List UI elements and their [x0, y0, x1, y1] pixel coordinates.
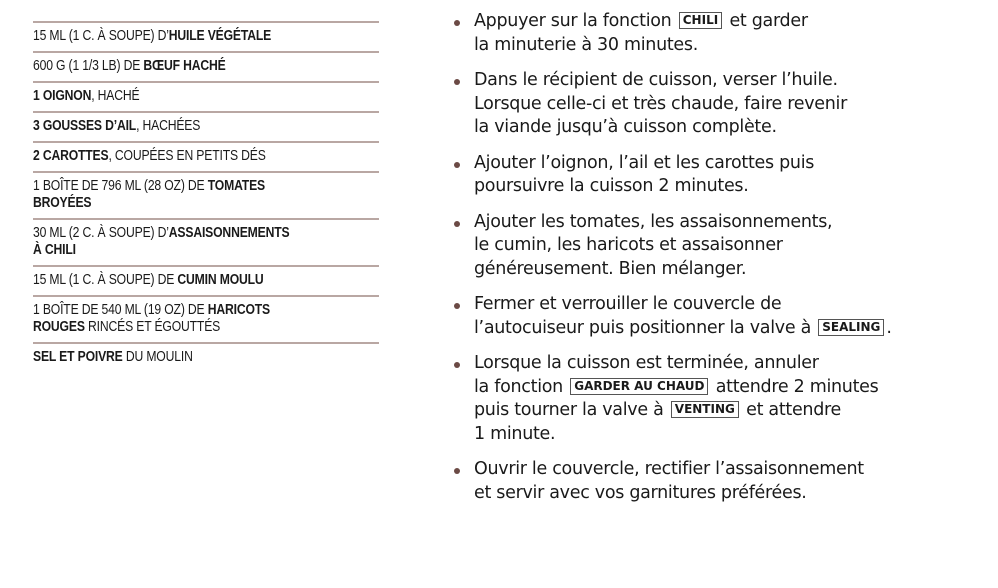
ingredient-item	[33, 171, 379, 218]
bullet-icon	[454, 221, 460, 227]
ingredient-name-cont: ROUGES	[33, 319, 85, 335]
ingredient-name: TOMATES	[207, 178, 265, 194]
ingredient-name-cont: À CHILI	[33, 242, 76, 258]
ingredient-quantity: 30 ML (2 C. À SOUPE) D’	[33, 225, 169, 241]
step-text: l’autocuiseur puis positionner la valve à	[474, 317, 817, 338]
ingredient-name-cont: BROYÉES	[33, 195, 92, 211]
step-item	[454, 10, 984, 57]
bullet-icon	[454, 162, 460, 168]
ingredient-item	[33, 265, 379, 295]
ingredient-name: BŒUF HACHÉ	[143, 58, 226, 74]
function-key-sealing: SEALING	[818, 319, 884, 336]
ingredient-name: CUMIN MOULU	[177, 272, 264, 288]
ingredient-name: ASSAISONNEMENTS	[168, 225, 290, 241]
step-text: Ajouter les tomates, les assaisonnements,	[474, 211, 833, 232]
ingredient-prep: , HACHÉES	[136, 118, 201, 134]
step-text: Fermer et verrouiller le couvercle de	[474, 294, 782, 314]
step-text: Ouvrir le couvercle, rectifier l’assaisonnement	[474, 459, 864, 479]
ingredient-name: HARICOTS	[207, 302, 270, 318]
bullet-icon	[454, 362, 460, 368]
ingredient-name: SEL ET POIVRE	[33, 349, 123, 365]
ingredient-name: 3 GOUSSES D’AIL	[33, 118, 137, 134]
ingredient-quantity: 15 ML (1 C. À SOUPE) D’	[33, 28, 169, 44]
step-text: le cumin, les haricots et assaisonner	[474, 235, 783, 255]
step-item	[454, 211, 984, 282]
step-text: 1 minute.	[474, 423, 556, 444]
bullet-icon	[454, 468, 460, 474]
step-text: et servir avec vos garnitures préférées.	[474, 482, 807, 503]
step-text: Lorsque la cuisson est terminée, annuler	[474, 353, 819, 373]
ingredient-prep: DU MOULIN	[122, 349, 193, 365]
function-key-chili: CHILI	[679, 12, 722, 29]
ingredient-quantity: 600 G (1 1/3 LB) DE	[33, 58, 144, 74]
ingredient-item	[33, 21, 379, 51]
step-text: généreusement. Bien mélanger.	[474, 258, 747, 279]
ingredients-list	[33, 21, 379, 372]
ingredient-name: HUILE VÉGÉTALE	[168, 28, 272, 44]
step-text: attendre 2 minutes	[710, 376, 879, 397]
ingredient-item	[33, 295, 379, 342]
ingredient-item	[33, 51, 379, 81]
step-text: et attendre	[740, 400, 842, 420]
step-item	[454, 152, 984, 199]
bullet-icon	[454, 303, 460, 309]
step-text: et garder	[724, 11, 808, 31]
step-text: la minuterie à 30 minutes.	[474, 34, 698, 55]
ingredient-name: 1 OIGNON	[33, 88, 92, 104]
ingredient-item	[33, 342, 379, 372]
ingredient-name: 2 CAROTTES	[33, 148, 109, 164]
bullet-icon	[454, 20, 460, 26]
step-text: .	[886, 317, 892, 338]
ingredient-quantity: 1 BOÎTE DE 796 ML (28 OZ) DE	[33, 178, 208, 194]
ingredient-prep: , HACHÉ	[91, 88, 140, 104]
ingredient-item	[33, 141, 379, 171]
step-item	[454, 69, 984, 140]
step-text: Dans le récipient de cuisson, verser l’huile.	[474, 70, 838, 90]
step-text: la fonction	[474, 376, 569, 397]
step-text: Lorsque celle-ci et très chaude, faire revenir	[474, 93, 848, 114]
step-text: poursuivre la cuisson 2 minutes.	[474, 176, 749, 196]
ingredient-prep: , COUPÉES EN PETITS DÉS	[108, 148, 266, 164]
step-item	[454, 352, 984, 446]
ingredient-item	[33, 218, 379, 265]
step-text: puis tourner la valve à	[474, 400, 669, 420]
step-text: la viande jusqu’à cuisson complète.	[474, 117, 777, 137]
function-key-venting: VENTING	[671, 401, 739, 418]
step-item	[454, 293, 984, 340]
ingredient-quantity: 15 ML (1 C. À SOUPE) DE	[33, 272, 178, 288]
ingredient-prep: RINCÉS ET ÉGOUTTÉS	[84, 319, 221, 335]
step-text: Ajouter l’oignon, l’ail et les carottes puis	[474, 152, 815, 173]
step-text: Appuyer sur la fonction	[474, 11, 677, 31]
step-item	[454, 458, 984, 505]
ingredient-item	[33, 111, 379, 141]
steps-list	[454, 10, 984, 517]
function-key-garder-au-chaud: GARDER AU CHAUD	[570, 378, 708, 395]
ingredient-item	[33, 81, 379, 111]
ingredient-quantity: 1 BOÎTE DE 540 ML (19 OZ) DE	[33, 302, 208, 318]
bullet-icon	[454, 79, 460, 85]
